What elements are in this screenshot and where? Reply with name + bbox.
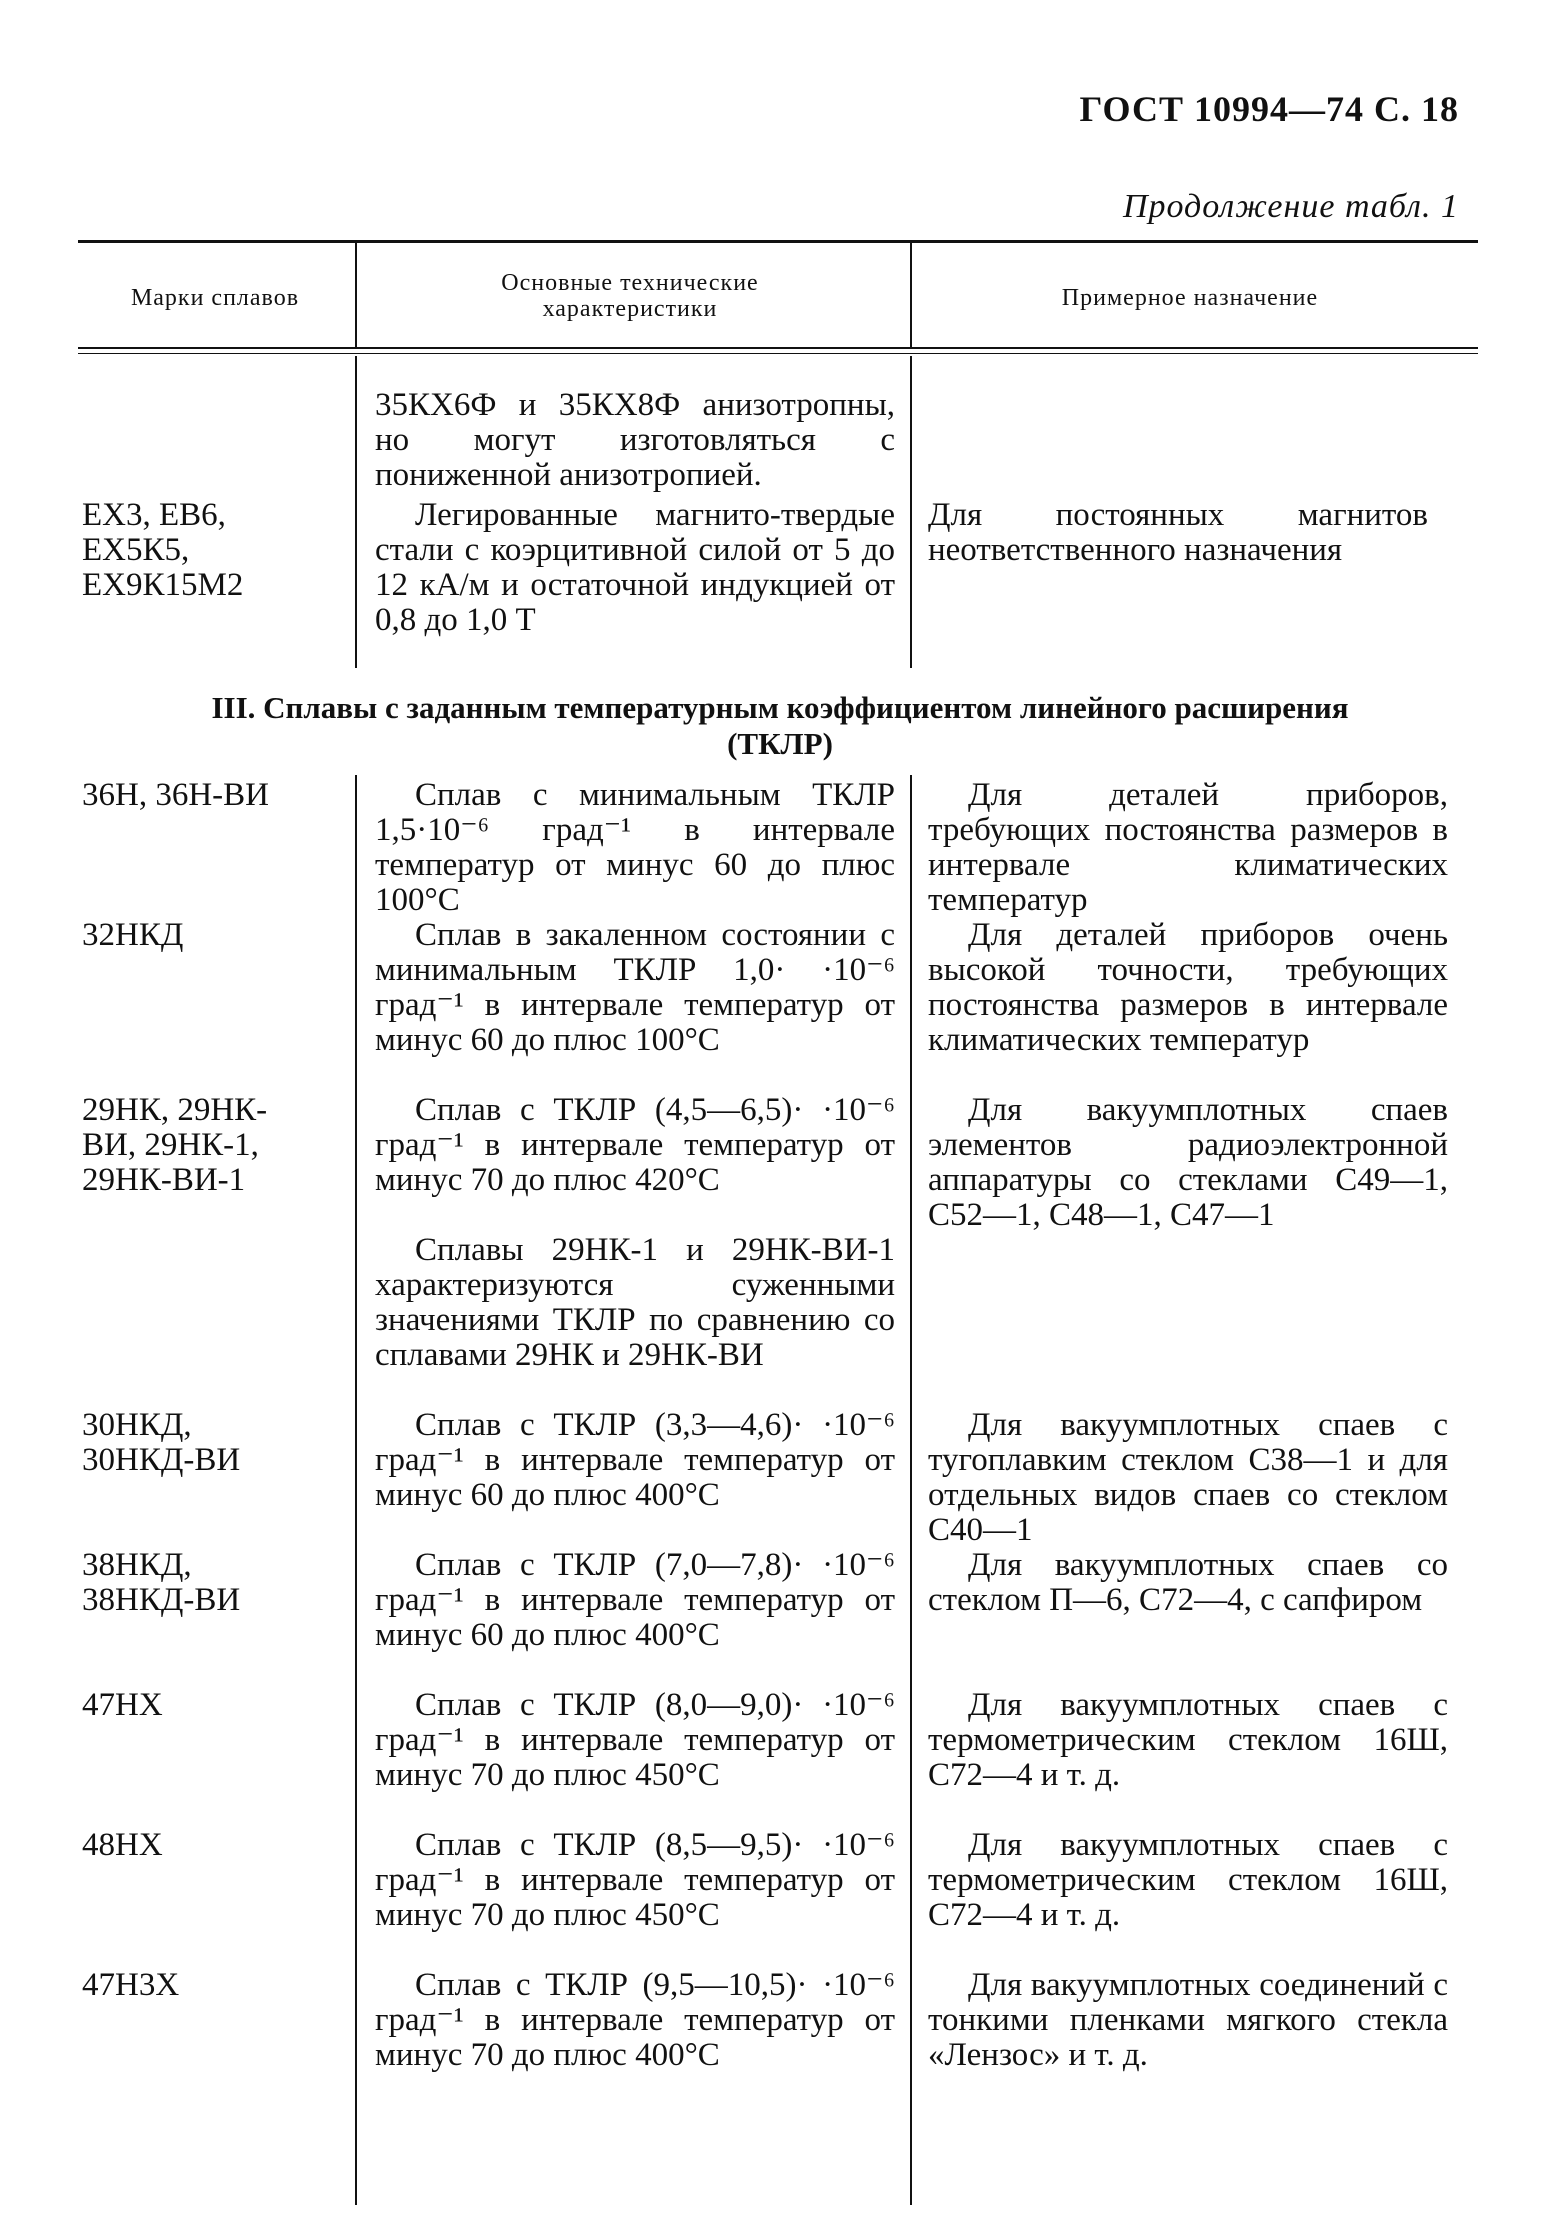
column-header-marks: Марки сплавов	[130, 285, 300, 311]
row4-marks: 30НКД, 30НКД-ВИ	[82, 1407, 241, 1478]
row6-purpose: Для вакуумплотных спаев с термометрическим стеклом 16Ш, С72—4 и т. д.	[928, 1687, 1448, 1793]
row8-purpose: Для вакуумплотных соединений с тонкими пленками мягкого стекла «Лензос» и т. д.	[928, 1967, 1448, 2073]
row3-purpose: Для вакуумплотных спаев элементов радиоэлектронной аппаратуры со стеклами С49—1, С52—1, С48—1, С47—1	[928, 1092, 1448, 1233]
row8-marks: 47Н3Х	[82, 1967, 180, 2003]
row5-characteristics: Сплав с ТКЛР (7,0—7,8)· ·10⁻⁶ град⁻¹ в интервале температур от минус 60 до плюс 400°С	[375, 1547, 895, 1653]
row0-characteristics-a: 35КХ6Ф и 35КХ8Ф анизотропны, но могут изготовляться с пониженной анизотропией.	[375, 387, 895, 493]
page-header-gost: ГОСТ 10994—74 С. 18	[1079, 89, 1459, 129]
row1-marks: 36Н, 36Н-ВИ	[82, 777, 269, 813]
row0-purpose: Для постоянных магнитов неответственного назначения	[928, 497, 1428, 568]
row1-purpose: Для деталей приборов, требующих постоянства размеров в интервале климатических температур	[928, 777, 1448, 918]
column-header-purpose: Примерное назначение	[1061, 285, 1319, 311]
row4-characteristics: Сплав с ТКЛР (3,3—4,6)· ·10⁻⁶ град⁻¹ в интервале температур от минус 60 до плюс 400°С	[375, 1407, 895, 1513]
row2-marks: 32НКД	[82, 917, 184, 953]
row0-characteristics-b: Легированные магнито-твердые стали с коэрцитивной силой от 5 до 12 кА/м и остаточной индукцией от 0,8 до 1,0 Т	[375, 497, 895, 638]
row3-marks: 29НК, 29НК-ВИ, 29НК-1, 29НК-ВИ-1	[82, 1092, 268, 1198]
row5-marks: 38НКД, 38НКД-ВИ	[82, 1547, 241, 1618]
row7-marks: 48НХ	[82, 1827, 163, 1863]
row8-characteristics: Сплав с ТКЛР (9,5—10,5)· ·10⁻⁶ град⁻¹ в интервале температур от минус 70 до плюс 400°С	[375, 1967, 895, 2073]
header-col-divider-2	[910, 243, 912, 347]
table-header-bottom-rule	[78, 347, 1478, 349]
row7-purpose: Для вакуумплотных спаев с термометрическим стеклом 16Ш, С72—4 и т. д.	[928, 1827, 1448, 1933]
row1-characteristics: Сплав с минимальным ТКЛР 1,5·10⁻⁶ град⁻¹ в интервале температур от минус 60 до плюс 100°С	[375, 777, 895, 918]
column-header-characteristics: Основные технические характеристики	[501, 270, 759, 322]
row6-marks: 47НХ	[82, 1687, 163, 1723]
body-col-divider-2b	[910, 775, 912, 2205]
body-col-divider-2a	[910, 356, 912, 668]
row3-characteristics: Сплав с ТКЛР (4,5—6,5)· ·10⁻⁶ град⁻¹ в интервале температур от минус 70 до плюс 420°С	[375, 1092, 895, 1198]
row2-characteristics: Сплав в закаленном состоянии с минимальным ТКЛР 1,0· ·10⁻⁶ град⁻¹ в интервале температур от минус 60 до плюс 100°С	[375, 917, 895, 1058]
body-col-divider-1b	[355, 775, 357, 2205]
row5-purpose: Для вакуумплотных спаев со стеклом П—6, С72—4, с сапфиром	[928, 1547, 1448, 1618]
row0-marks: ЕХ3, ЕВ6, ЕХ5К5, ЕХ9К15М2	[82, 497, 244, 603]
row7-characteristics: Сплав с ТКЛР (8,5—9,5)· ·10⁻⁶ град⁻¹ в интервале температур от минус 70 до плюс 450°С	[375, 1827, 895, 1933]
row4-purpose: Для вакуумплотных спаев с тугоплавким стеклом С38—1 и для отдельных видов спаев со стеклом С40—1	[928, 1407, 1448, 1548]
row3-characteristics-note: Сплавы 29НК-1 и 29НК-ВИ-1 характеризуются суженными значениями ТКЛР по сравнению со сплавами 29НК и 29НК-ВИ	[375, 1232, 895, 1373]
row2-purpose: Для деталей приборов очень высокой точности, требующих постоянства размеров в интервале климатических температур	[928, 917, 1448, 1058]
table-top-rule	[78, 240, 1478, 243]
table-continuation-label: Продолжение табл. 1	[1122, 188, 1459, 225]
table-header-bottom-rule-2	[78, 353, 1478, 354]
row6-characteristics: Сплав с ТКЛР (8,0—9,0)· ·10⁻⁶ град⁻¹ в интервале температур от минус 70 до плюс 450°С	[375, 1687, 895, 1793]
header-col-divider-1	[355, 243, 357, 347]
section-title: III. Сплавы с заданным температурным коэффициентом линейного расширения (ТКЛР)	[211, 690, 1349, 761]
body-col-divider-1a	[355, 356, 357, 668]
